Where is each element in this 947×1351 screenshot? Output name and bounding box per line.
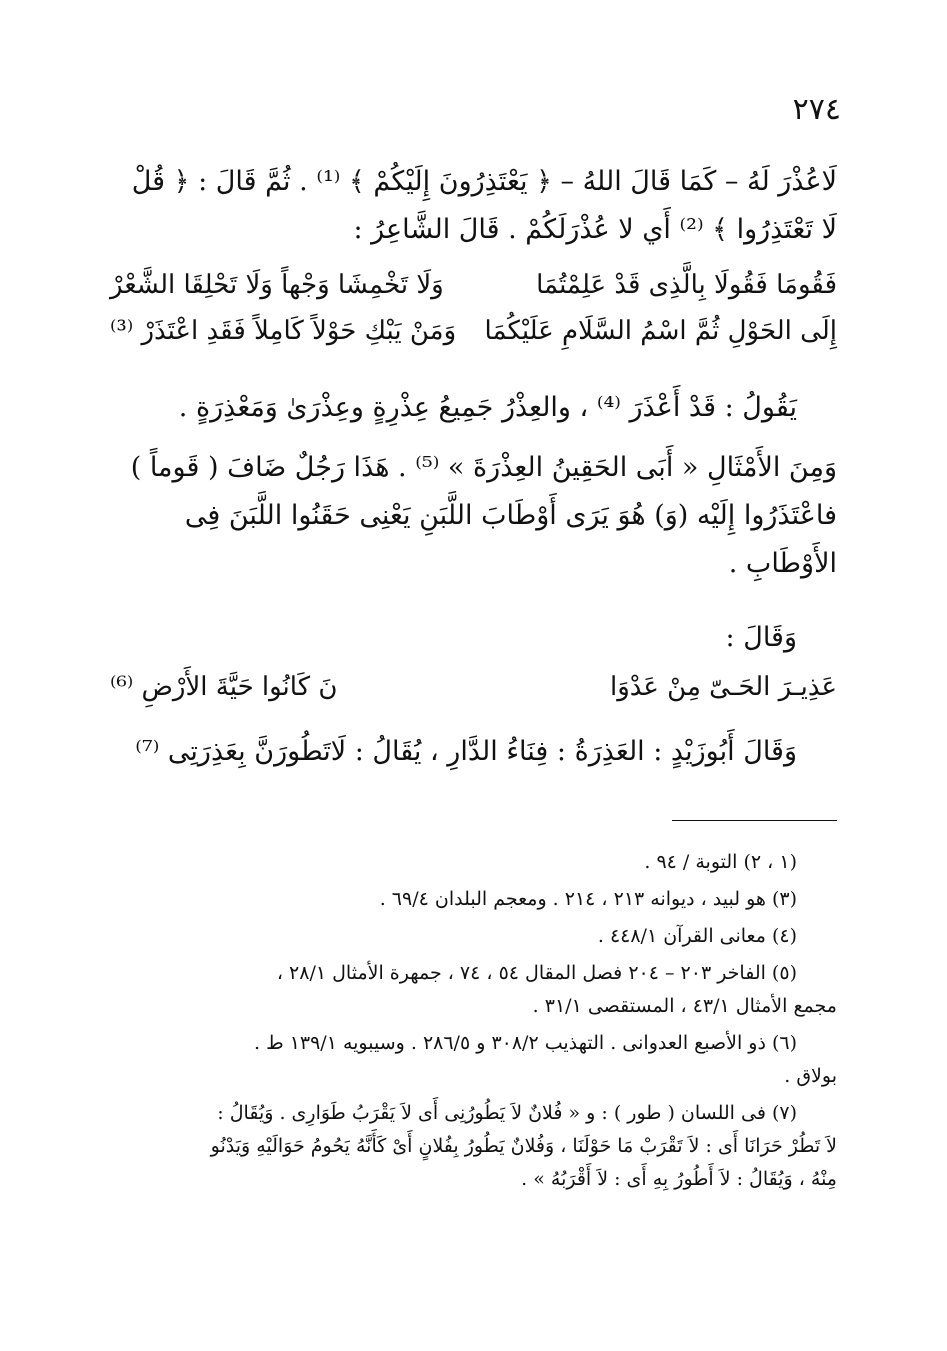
wa-qal-text: وَقَالَ : <box>725 622 797 653</box>
footnote-3 <box>110 920 837 953</box>
hemistich-right: عَذِيـرَ الحَـىّ مِنْ عَدْوَا <box>609 672 837 702</box>
hemistich-left: وَمَنْ يَبْكِ حَوْلاً كَامِلاً فَقَدِ اعْتَذَرْ ⁽³⁾ <box>110 316 457 346</box>
paragraph-1-line: يَقُولُ : قَدْ أَعْذَرَ ⁽⁴⁾ ، والعِذْرُ جَمِيعُ عِذْرِةٍ وعِذْرَىٰ وَمَعْذِرَةٍ . <box>178 392 797 423</box>
footnote-6 <box>110 1097 837 1196</box>
footnote-line: (١ ، ٢) التوبة / ٩٤ . <box>644 851 797 873</box>
footnote-line: (٤) معانى القرآن ٤٤٨/١ . <box>597 925 797 947</box>
footnotes <box>110 846 837 1200</box>
footnote-2 <box>110 883 837 916</box>
paragraph-2-line-3: الأَوْطَابِ . <box>728 548 837 579</box>
poem-1-verse-2 <box>110 308 837 354</box>
footnote-4 <box>110 957 837 1023</box>
poem-1 <box>110 262 837 354</box>
last-line-block <box>110 728 797 776</box>
hemistich-right: إِلَى الحَوْلِ ثُمَّ اسْمُ السَّلَامِ عَلَيْكُمَا <box>484 316 837 346</box>
hemistich-right: فَقُومَا فَقُولَا بِالَّذِى قَدْ عَلِمْتُمَا <box>536 270 837 300</box>
hemistich-left: نَ كَانُوا حَيَّةَ الأَرْضِ ⁽⁶⁾ <box>110 672 338 702</box>
footnote-5 <box>110 1027 837 1093</box>
wa-qal <box>110 614 797 662</box>
poem-2-verse-1 <box>110 664 837 710</box>
main-text <box>110 158 837 254</box>
footnote-line: لاَ تَطُرْ حَرَانَا أَى : لاَ تَقْرَبْ مَا حَوْلَنَا ، وَفُلانٌ يَطُورُ بِفُلانٍ أَىْ كَأَنَّهُ يَحُومُ حَوَالَيْهِ وَيَدْنُو <box>210 1135 837 1157</box>
hemistich-left: وَلَا تَخْمِشَا وَجْهاً وَلَا تَحْلِقَا الشَّعْرْ <box>110 270 444 300</box>
footnote-line: (٣) هو لبيد ، ديوانه ٢١٣ ، ٢١٤ . ومعجم البلدان ٦٩/٤ . <box>379 888 797 910</box>
page-number: ٢٧٤ <box>792 92 841 127</box>
footnote-line: مِنْهُ ، وَيُقَالُ : لاَ أَطُورُ بِهِ أَى : لاَ أَقْرَبُهُ » . <box>521 1168 837 1190</box>
poem-2 <box>110 664 837 710</box>
footnote-1 <box>110 846 837 879</box>
footnote-line: مجمع الأمثال ٤٣/١ ، المستقصى ٣١/١ . <box>532 995 837 1017</box>
footnote-line: (٧) فى اللسان ( طور ) : و « فُلانٌ لاَ يَطُورُنِى أَى لاَ يَقْرَبُ طَوَارِى . وَيُقَالُ : <box>217 1102 797 1124</box>
paragraph-2 <box>110 444 837 588</box>
paragraph-2-line-2: فاعْتَذَرُوا إِلَيْه (وَ) هُوَ يَرَى أَوْطَابَ اللَّبَنِ يَعْنِى حَقَنُوا اللَّبَنَ فِى <box>184 500 837 531</box>
footnote-line: (٥) الفاخر ٢٠٣ – ٢٠٤ فصل المقال ٥٤ ، ٧٤ ، جمهرة الأمثال ٢٨/١ ، <box>276 962 797 984</box>
poem-1-verse-1 <box>110 262 837 308</box>
last-line: وَقَالَ أَبُوزَيْدٍ : العَذِرَةُ : فِنَاءُ الدَّارِ ، يُقَالُ : لَاتَطُورَنَّ بِعَذِرَتِى ⁽⁷⁾ <box>135 736 797 767</box>
body-line-2: لَا تَعْتَذِرُوا ﴾ ⁽²⁾ أَي لا عُذْرَلَكُمْ . قَالَ الشَّاعِرُ : <box>353 214 837 245</box>
footnote-separator <box>672 820 837 821</box>
footnote-line: (٦) ذو الأصبع العدوانى . التهذيب ٣٠٨/٢ و ٢٨٦/٥ . وسيبويه ١٣٩/١ ط . <box>253 1032 797 1054</box>
paragraph-1 <box>110 384 797 432</box>
footnote-line: بولاق . <box>784 1065 837 1087</box>
body-line-1: لَاعُذْرَ لَهُ – كَمَا قَالَ اللهُ – ﴿ يَعْتَذِرُونَ إِلَيْكُمْ ﴾ ⁽¹⁾ . ثُمَّ قَالَ : ﴿ قُلْ <box>131 166 837 197</box>
paragraph-2-line-1: وَمِنَ الأَمْثَالِ « أَبَى الحَقِينُ العِذْرَةَ » ⁽⁵⁾ . هَذَا رَجُلٌ ضَافَ ( قَوماً ) <box>130 452 837 483</box>
